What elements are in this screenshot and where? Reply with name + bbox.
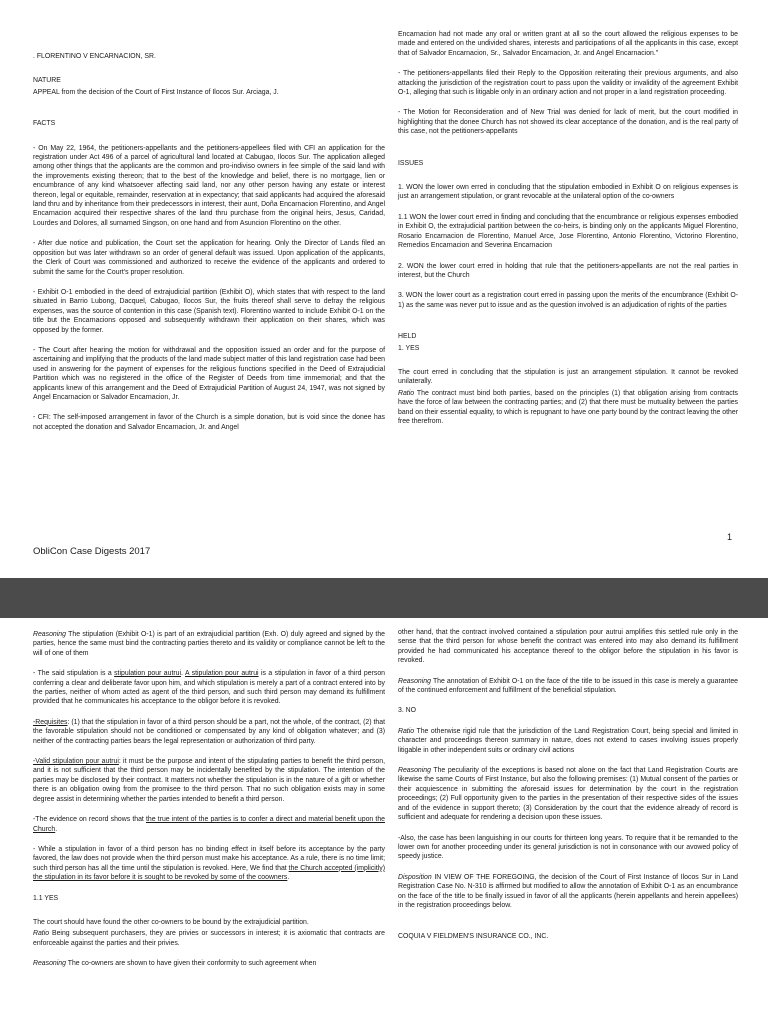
paragraph xyxy=(398,108,738,136)
page-footer: ObliCon Case Digests 2017 xyxy=(33,546,151,557)
paragraph xyxy=(398,213,738,251)
text-run: 3. WON the lower court as a registration court erred in passing upon the merits of the encumbrance (Exhibit O-1) as the same was never put to issue and as the question involved is an adjudication of rights of the parties xyxy=(398,292,738,309)
paragraph xyxy=(33,88,385,97)
paragraph xyxy=(33,918,385,927)
paragraph xyxy=(33,119,385,128)
paragraph xyxy=(33,76,385,85)
text-run: A stipulation pour autrui xyxy=(185,670,259,678)
text-run: The otherwise rigid rule that the jurisdiction of the Land Registration Court, being special and limited in character and proceedings thereon summary in nature, does not extend to cases involving issues properly litigable in other independent suits or ordinary civil actions xyxy=(398,727,738,754)
text-run: - The Court after hearing the motion for withdrawal and the opposition issued an order and for the purpose of ascertaining and implifying that the products of the land made subject matter of this land registration case had been used in answering for the payment of expenses for the religious functions specified in the Deed of Extrajudicial Partition which was no registered in the office of the Register of Deeds from time immemorial; and that the applicants knew of this arrangement and the Deed of Extrajudicial Partition of August 24, 1947, was not signed by Angel Encarnacion or Salvador Encarnacion, Jr. xyxy=(33,346,385,401)
paragraph xyxy=(398,834,738,862)
paragraph xyxy=(33,757,385,804)
paragraph xyxy=(398,368,738,387)
document-page-2 xyxy=(0,618,768,1024)
text-run: HELD xyxy=(398,333,417,341)
paragraph xyxy=(33,845,385,883)
text-run: - After due notice and publication, the Court set the application for hearing. Only the Director of Lands filed an opposition but was later withdrawn so an order of general default was issued. Upon application of the applicants, the Clerk of Court was commissioned and authorized to receive the evidence of the applicants and ordered to submit the same for the Court's proper resolution. xyxy=(33,240,385,276)
paragraph xyxy=(398,628,738,666)
text-run: 1. WON the lower own erred in concluding that the stipulation embodied in Exhibit O on religious expenses is just an arrangement stipulation, or grant revocable at the unilateral option of the co-owners xyxy=(398,184,738,201)
text-run: -The evidence on record shows that xyxy=(33,816,146,824)
text-run: - On May 22, 1964, the petitioners-appellants and the petitioners-appellees filed with CFI an application for the registration under Act 496 of a parcel of agricultural land located at Cabugao, Ilocos Sur. The application alleged among other things that the applicants are the common and pro-indiviso owners in fee simple of the said land with the improvements existing thereon; that to the best of the knowledge and belief, there is no mortgage, lien or encumbrance of any kind whatsoever affecting said land, nor any other person having any estate or interest thereon, legal or equitable, remainder, reservation at in expectancy; that said applicants had acquired the aforesaid land thru and by inheritance from their predecessors in interest, their aunt, Doña Encarnacion Florentino, and Angel Encarnacion acquired their respective shares of the land thru purchase from the original heirs, Jesus, Caridad, Lourdes and Dolores, all surnamed Singson, on one hand and from Asuncion Florentino on the other. xyxy=(33,144,385,227)
text-run: : (1) that the stipulation in favor of a third person should be a part, not the whole, of the contract, (2) that the favorable stipulation should not be conditioned or compensated by any kind of obligation whatever; and (3) neither of the contracting parties bears the legal representation or authorization of third party. xyxy=(33,718,385,745)
text-run: the true intent of the parties is to confer a direct and material benefit upon the Church xyxy=(33,816,385,833)
paragraph xyxy=(398,727,738,755)
paragraph xyxy=(398,291,738,310)
paragraph xyxy=(398,262,738,281)
paragraph xyxy=(398,873,738,911)
text-run: 1.1 WON the lower court erred in finding and concluding that the encumbrance or religious expenses embodied in Exhibit O, the extrajudicial partition between the co-heirs, is binding only on the applicants Miguel Florentino, Rosario Encarnacion de Florentino, Manuel Arce, Jose Florentino, Antonio Florentino, Victorino Florentino, Remedios Encarnacion and Severina Encarnacion xyxy=(398,213,738,250)
paragraph xyxy=(33,52,385,61)
paragraph xyxy=(398,932,738,941)
page2-right-column xyxy=(398,628,738,953)
text-run: -Also, the case has been languishing in our courts for thirteen long years. To require that it be remanded to the lower own for another proceeding under its general jurisdiction is not in consonance with our avowed policy of speedy justice. xyxy=(398,834,738,861)
paragraph xyxy=(398,69,738,97)
text-run: APPEAL from the decision of the Court of First Instance of Ilocos Sur. Arciaga, J. xyxy=(33,88,279,96)
text-run: The court should have found the other co-owners to be bound by the extrajudicial partition. xyxy=(33,918,309,926)
text-run: - CFI: The self-imposed arrangement in favor of the Church is a simple donation, but is void since the donee has not accepted the donation and Salvador Encarnacion, Jr. and Angel xyxy=(33,414,385,431)
text-run: The annotation of Exhibit O-1 on the face of the title to be issued in this case is merely a guarantee of the continued enforcement and fulfillment of the beneficial stipulation. xyxy=(398,677,738,695)
text-run: Disposition xyxy=(398,873,432,881)
text-run: Reasoning xyxy=(398,677,431,685)
text-run: The court erred in concluding that the stipulation is just an arrangement stipulation. It cannot be revoked unilaterally. xyxy=(398,368,738,386)
text-run: The stipulation (Exhibit O-1) is part of an extrajudicial partition (Exh. O) duly agreed and signed by the parties, hence the same must bind the contracting parties thereto and its validity or compliance cannot be left to the will of one of them xyxy=(33,631,385,657)
text-run: : it must be the purpose and intent of the stipulating parties to benefit the third person, and it is not sufficient that the third person may be incidentally benefited by the stipulation. The intention of the parties may be disclosed by their contract. It matters not whether the stipulation is in the nature of a gift or whether there is an obligation owing from the promisee to the third person. That no such obligation exists may in some degree assist in determining whether the parties intended to benefit a third person. xyxy=(33,758,385,803)
text-run: 1.1 YES xyxy=(33,894,59,902)
text-run: -Requisites xyxy=(33,718,68,726)
text-run: Ratio xyxy=(398,389,415,397)
paragraph xyxy=(33,630,385,658)
text-run: Reasoning xyxy=(33,960,66,968)
text-run: COQUIA V FIELDMEN'S INSURANCE CO., INC. xyxy=(398,933,549,941)
text-run: IN VIEW OF THE FOREGOING, the decision of the Court of First Instance of Ilocos Sur in Land Registration Case No. N-310 is affirmed but modified to allow the annotation of Exhibit O-1 as an encumbrance on the face of the title to be finally issued in favor of all the applicants (herein appellants and herein appellees) in the registration proceedings below. xyxy=(398,873,738,909)
paragraph xyxy=(398,677,738,696)
text-run: Ratio xyxy=(398,727,415,735)
text-run: Reasoning xyxy=(33,631,66,638)
text-run: Being subsequent purchasers, they are privies or successors in interest; it is axiomatic that contracts are enforceable against the parties and their privies. xyxy=(33,930,385,947)
paragraph xyxy=(33,815,385,834)
paragraph xyxy=(33,929,385,948)
text-run: 1. YES xyxy=(398,344,420,352)
paragraph xyxy=(33,288,385,335)
text-run: The co-owners are shown to have given their conformity to such agreement when xyxy=(65,960,317,968)
paragraph xyxy=(33,894,385,903)
paragraph xyxy=(33,718,385,746)
paragraph xyxy=(33,959,385,968)
text-run: other hand, that the contract involved contained a stipulation pour autrui amplifies this settled rule only in the sense that the third person for whose benefit the contract was entered into may also demand its fulfillment provided he had communicated his acceptance thereof to the obligor before the stipulation in his favor is revoked. xyxy=(398,629,738,665)
paragraph xyxy=(398,389,738,427)
text-run: stipulation pour autrui xyxy=(114,670,182,678)
text-run: FACTS xyxy=(33,120,56,128)
text-run: . FLORENTINO V ENCARNACION, SR. xyxy=(33,53,156,60)
text-run: The peculiarity of the exceptions is based not alone on the fact that Land Registration Courts are likewise the same Courts of First Instance, but also the following premises: (1) Mutual consent of the parties or their acquiescence in submitting the aforesaid issues for determination by the court in the registration proceedings; (2) Full opportunity given to the parties in the presentation of their respective sides of the issues and of the evidence in support thereto; (3) Consideration by the court that the evidence already of record is sufficient and adequate for rendering a decision upon these issues. xyxy=(398,767,738,822)
text-run: Ratio xyxy=(33,930,50,938)
paragraph xyxy=(33,144,385,229)
text-run: - The Motion for Reconsideration and of New Trial was denied for lack of merit, but the court modified in highlighting that the donee Church has not showed its clear acceptance of the donation, and is the real party of this case, not the petitioners-appellants xyxy=(398,109,738,136)
paragraph xyxy=(33,346,385,402)
page-number: 1 xyxy=(727,532,733,542)
text-run: . xyxy=(287,874,290,882)
paragraph xyxy=(398,332,738,341)
text-run: -Valid stipulation pour autrui xyxy=(33,758,119,766)
text-run: - While a stipulation in favor of a third person has no binding effect in itself before its acceptance by the party favored, the law does not provide when the third person must make his acceptance. As a rule, there is no time limit; such third person has all the time until the stipulation is revoked. Here, We find that xyxy=(33,845,385,872)
text-run: 3. NO xyxy=(398,707,416,715)
paragraph xyxy=(398,183,738,202)
text-run: Encarnacion had not made any oral or written grant at all so the court allowed the religious expenses to be made and entered on the undivided shares, interests and participations of all the applicants in this case, except that of Salvador Encarnacion, Sr., Salvador Encarnacion, Jr. and Angel Encarnacion." xyxy=(398,31,738,57)
text-run: NATURE xyxy=(33,77,61,85)
page1-right-column xyxy=(398,30,738,437)
paragraph xyxy=(398,344,738,353)
text-run: . xyxy=(181,670,185,678)
paragraph xyxy=(398,706,738,715)
paragraph xyxy=(33,239,385,277)
text-run: Reasoning xyxy=(398,767,431,775)
text-run: is a stipulation in favor of a third person conferring a clear and deliberate favor upon him, and which stipulation is merely a part of a contract entered into by the parties, neither of whom acted as agent of the third person, and such third person may demand its fulfillment provided that he communicates his acceptance to the obligor before it is revoked. xyxy=(33,670,385,706)
text-run: The contract must bind both parties, based on the principles (1) that obligation arising from contracts have the force of law between the contracting parties; and (2) that there must be mutuality between the parties band on their essential equality, to which is repugnant to have one party bound by the contract leaving the other free therefrom. xyxy=(398,389,738,425)
text-run: 2. WON the lower court erred in holding that rule that the petitioners-appellants are not the real parties in interest, but the Church xyxy=(398,262,738,279)
paragraph xyxy=(33,413,385,432)
text-run: ISSUES xyxy=(398,159,424,167)
page1-left-column xyxy=(33,52,385,443)
page2-left-column xyxy=(33,630,385,980)
text-run: - The said stipulation is a xyxy=(33,670,115,678)
paragraph xyxy=(398,766,738,822)
paragraph xyxy=(33,669,385,707)
paragraph xyxy=(398,30,738,58)
paragraph xyxy=(398,159,738,168)
text-run: the Church accepted (implicitly) the stipulation in its favor before it is sought to be revoked by some of the coowners xyxy=(33,864,385,882)
text-run: . xyxy=(55,825,58,833)
text-run: - Exhibit O-1 embodied in the deed of extrajudicial partition (Exhibit O), which states that with respect to the land situated in Barrio Lubong, Dacquel, Cabugao, Ilocos Sur, the fruits thereof shall serve to defray the religious expenses, was the source of contention in this case (Spanish text). Florentino wanted to include Exhibit O-1 on the title but the Encarnacions opposed and subsequently withdrawn their application on their shares, which was opposed by the former. xyxy=(33,288,385,334)
text-run: - The petitioners-appellants filed their Reply to the Opposition reiterating their previous arguments, and also attacking the jurisdiction of the registration court to pass upon the validity or invalidity of the agreement Exhibit O-1, alleging that such is litigable only in an ordinary action and not proper in a land registration proceeding. xyxy=(398,70,738,97)
